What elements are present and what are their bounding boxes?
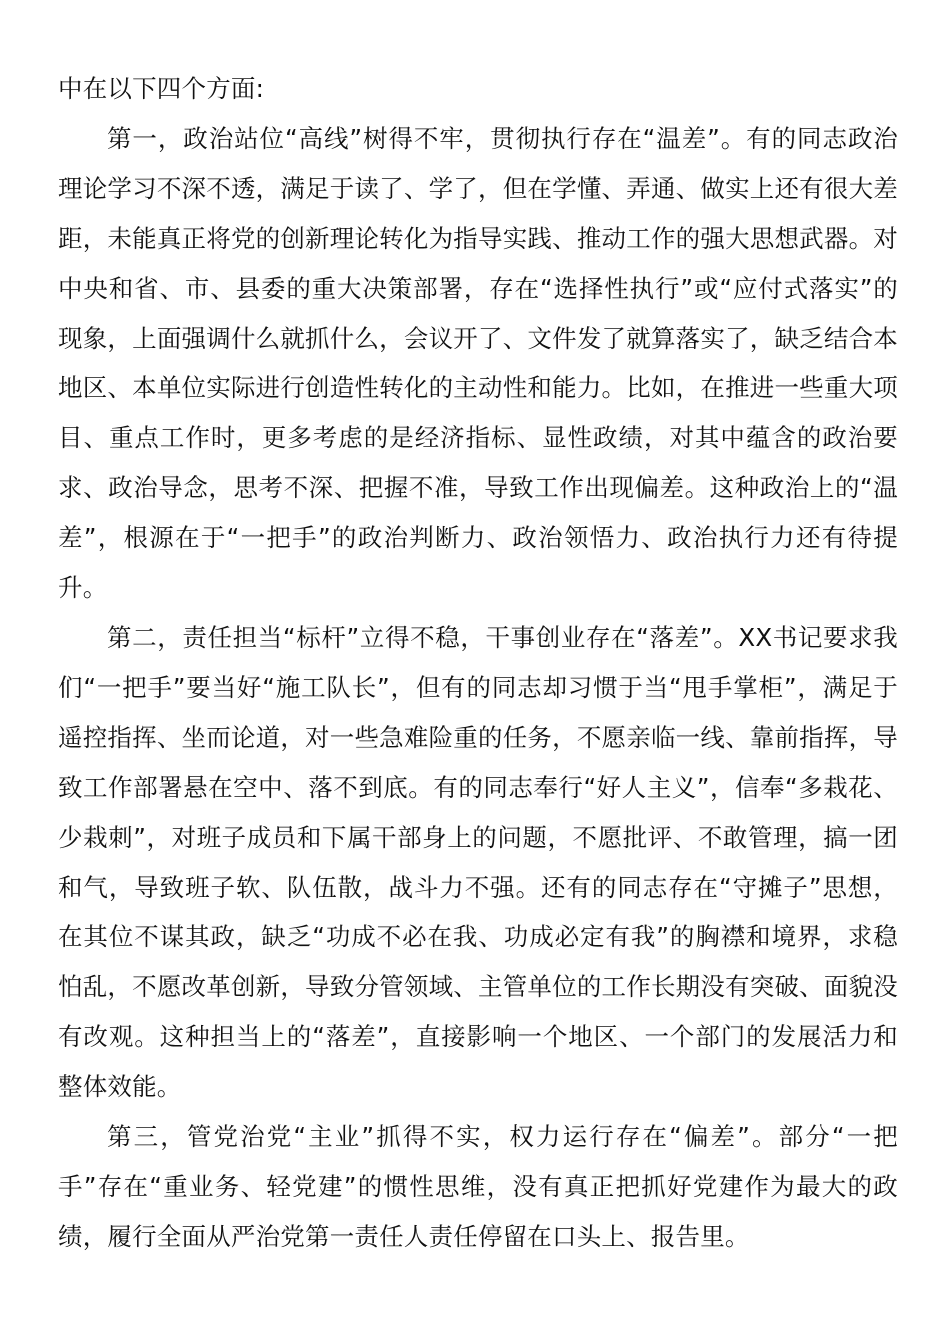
paragraph-third-point: 第三，管党治党“主业”抓得不实，权力运行存在“偏差”。部分“一把手”存在“重业务、轻党建”的惯性思维，没有真正把抓好党建作为最大的政绩，履行全面从严治党第一责任人责任停留在口头上、报告里。 xyxy=(58,1122,898,1251)
paragraph-first-point: 第一，政治站位“高线”树得不牢，贯彻执行存在“温差”。有的同志政治理论学习不深不透，满足于读了、学了，但在学懂、弄通、做实上还有很大差距，未能真正将党的创新理论转化为指导实践、推动工作的强大思想武器。对中央和省、市、县委的重大决策部署，存在“选择性执行”或“应付式落实”的现象，上面强调什么就抓什么，会议开了、文件发了就算落实了，缺乏结合本地区、本单位实际进行创造性转化的主动性和能力。比如，在推进一些重大项目、重点工作时，更多考虑的是经济指标、显性政绩，对其中蕴含的政治要求、政治导念，思考不深、把握不准，导致工作出现偏差。这种政治上的“温差”，根源在于“一把手”的政治判断力、政治领悟力、政治执行力还有待提升。 xyxy=(58,123,898,603)
paragraph-second-point: 第二，责任担当“标杆”立得不稳，干事创业存在“落差”。XX书记要求我们“一把手”要当好“施工队长”，但有的同志却习惯于当“甩手掌柜”，满足于遥控指挥、坐而论道，对一些急难险重的任务，不愿亲临一线、靠前指挥，导致工作部署悬在空中、落不到底。有的同志奉行“好人主义”，信奉“多栽花、少栽刺”，对班子成员和下属干部身上的问题，不愿批评、不敢管理，搞一团和气，导致班子软、队伍散，战斗力不强。还有的同志存在“守摊子”思想，在其位不谋其政，缺乏“功成不必在我、功成必定有我”的胸襟和境界，求稳怕乱，不愿改革创新，导致分管领域、主管单位的工作长期没有突破、面貌没有改观。这种担当上的“落差”，直接影响一个地区、一个部门的发展活力和整体效能。 xyxy=(58,622,898,1102)
document-page xyxy=(58,64,898,1262)
paragraph-intro-continuation: 中在以下四个方面: xyxy=(58,74,265,103)
